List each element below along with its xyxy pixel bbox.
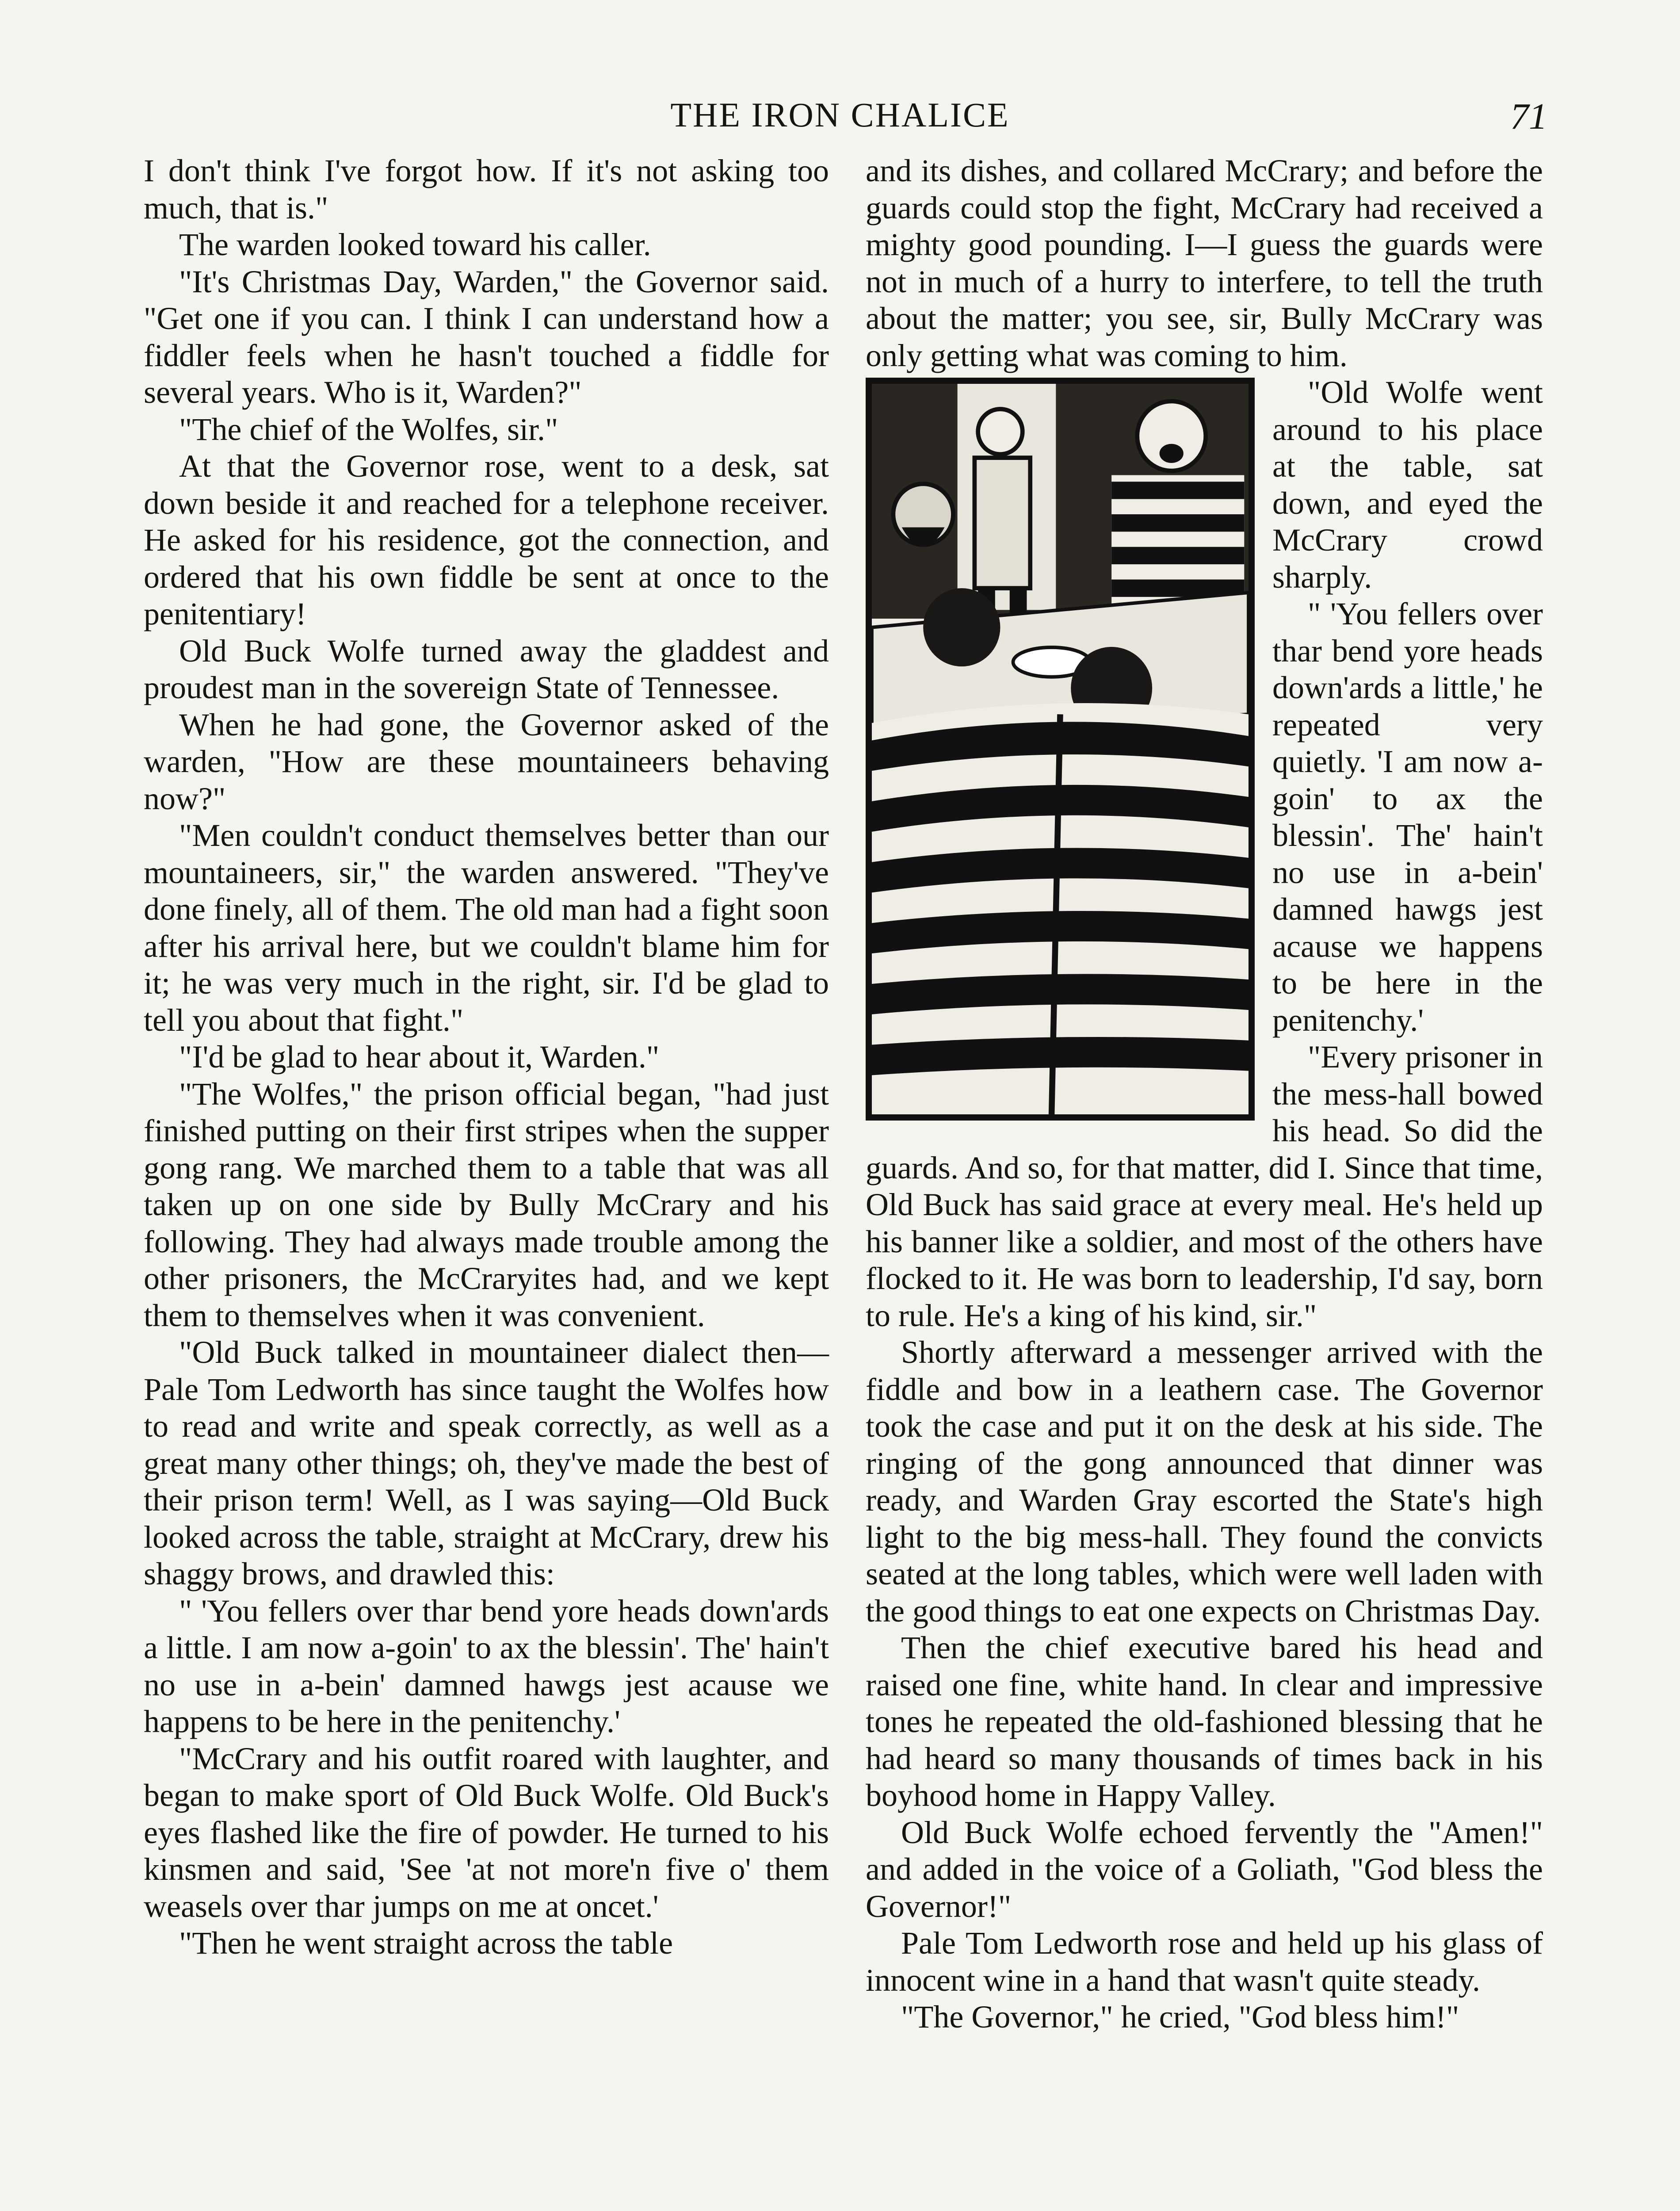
illustration-image	[872, 384, 1249, 1114]
paragraph: "Every prisoner in the mess-hall bowed his head. So did the guards. And so, for that matter, did I. Since that time, Old Buck has said grace at every meal. He's held up his banner like a soldier, and most of the others have flocked to it. He was born to leadership, I'd say, born to rule. He's a king of his kind, sir."	[866, 1039, 1543, 1333]
paragraph: The warden looked toward his caller.	[179, 227, 651, 262]
paragraph: "The Governor," he cried, "God bless him!"	[901, 1999, 1459, 2035]
prison-mess-hall-illustration	[866, 378, 1255, 1121]
paragraph: "I'd be glad to hear about it, Warden."	[179, 1039, 660, 1075]
left-column	[144, 153, 829, 1962]
paragraph: "The Wolfes," the prison official began, "had just finished putting on their first stripes when the supper gong rang. We marched them to a table that was all taken up on one side by Bully McCrary and his following. They had always made trouble among the other prisoners, the McCraryites had, and we kept them to themselves when it was convenient.	[144, 1076, 829, 1333]
running-head: THE IRON CHALICE	[670, 96, 1010, 134]
right-column	[866, 153, 1543, 2036]
paragraph: When he had gone, the Governor asked of the warden, "How are these mountaineers behaving now?"	[144, 707, 829, 816]
paragraph: "Men couldn't conduct themselves better than our mountaineers, sir," the warden answered. "They've done finely, all of them. The old man had a fight soon after his arrival here, but we couldn't blame him for it; he was very much in the right, sir. I'd be glad to tell you about that fight."	[144, 818, 829, 1038]
page-number: 71	[1510, 96, 1547, 137]
paragraph: Old Buck Wolfe turned away the gladdest and proudest man in the sovereign State of Tennessee.	[144, 633, 829, 705]
paragraph: "McCrary and his outfit roared with laughter, and began to make sport of Old Buck Wolfe. Old Buck's eyes flashed like the fire of powder. He turned to his kinsmen and said, 'See 'at not more'n five o' them weasels over thar jumps on me at oncet.'	[144, 1740, 829, 1924]
paragraph: "The chief of the Wolfes, sir."	[179, 411, 558, 447]
paragraph: "It's Christmas Day, Warden," the Governor said. "Get one if you can. I think I can understand how a fiddler feels when he hasn't touched a fiddle for several years. Who is it, Warden?"	[144, 264, 829, 410]
paragraph: "Old Buck talked in mountaineer dialect then—Pale Tom Ledworth has since taught the Wolfes how to read and write and speak correctly, as well as a great many other things; oh, they've made the best of their prison term! Well, as I was saying—Old Buck looked across the table, straight at McCrary, drew his shaggy brows, and drawled this:	[144, 1335, 829, 1591]
paragraph: At that the Governor rose, went to a desk, sat down beside it and reached for a telephone receiver. He asked for his residence, got the connection, and ordered that his own fiddle be sent at once to the penitentiary!	[144, 448, 829, 631]
paragraph: I don't think I've forgot how. If it's not asking too much, that is."	[144, 153, 829, 226]
paragraph: " 'You fellers over thar bend yore heads down'ards a little,' he repeated very quietly. 'I am now a-goin' to ax the blessin'. The' hain't no use in a-bein' damned hawgs jest acause we happens to be here in the penitenchy.'	[1272, 596, 1543, 1038]
paragraph: " 'You fellers over thar bend yore heads down'ards a little. I am now a-goin' to ax the blessin'. The' hain't no use in a-bein' damned hawgs jest acause we happens to be here in the penitenchy.'	[144, 1593, 829, 1739]
paragraph: Old Buck Wolfe echoed fervently the "Amen!" and added in the voice of a Goliath, "God bless the Governor!"	[866, 1814, 1543, 1924]
paragraph: and its dishes, and collared McCrary; and before the guards could stop the fight, McCrary had received a mighty good pounding. I—I guess the guards were not in much of a hurry to interfere, to tell the truth about the matter; you see, sir, Bully McCrary was only getting what was coming to him.	[866, 153, 1543, 373]
paragraph: "Old Wolfe went around to his place at the table, sat down, and eyed the McCrary crowd sharply.	[1272, 375, 1543, 595]
paragraph: Then the chief executive bared his head and raised one fine, white hand. In clear and impressive tones he repeated the old-fashioned blessing that he had heard so many thousands of times back in his boyhood home in Happy Valley.	[866, 1630, 1543, 1813]
paragraph: Pale Tom Ledworth rose and held up his glass of innocent wine in a hand that wasn't quite steady.	[866, 1925, 1543, 1998]
paragraph: "Then he went straight across the table	[179, 1925, 673, 1961]
paragraph: Shortly afterward a messenger arrived with the fiddle and bow in a leathern case. The Governor took the case and put it on the desk at his side. The ringing of the gong announced that dinner was ready, and Warden Gray escorted the State's high light to the big mess-hall. They found the convicts seated at the long tables, which were well laden with the good things to eat one expects on Christmas Day.	[866, 1335, 1543, 1629]
